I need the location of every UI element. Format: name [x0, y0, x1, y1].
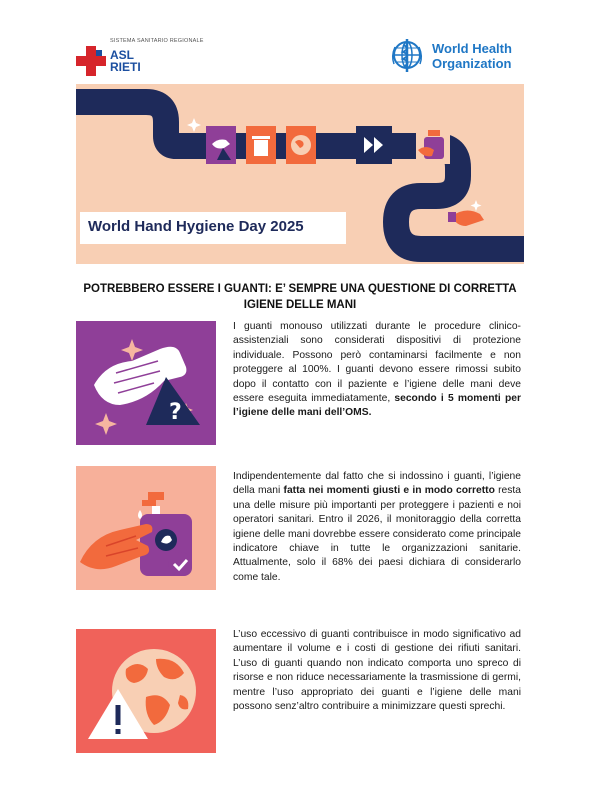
asl-rieti-logo — [76, 38, 226, 78]
headline-line2: IGIENE DELLE MANI — [243, 299, 357, 311]
glove-warning-illustration — [76, 321, 216, 445]
hand-sanitizer-illustration — [76, 466, 216, 590]
banner-tile-globe-icon — [286, 126, 316, 164]
section-1-text — [233, 320, 521, 421]
globe-warning-icon — [76, 629, 216, 753]
svg-text:?: ? — [169, 400, 182, 425]
section-2-body-a: Indipendentemente dal fatto che si indossino i guanti, l’igiene della mani — [233, 471, 521, 497]
hand-sanitizer-icon — [76, 466, 216, 590]
section-3-body: L’uso eccessivo di guanti contribuisce in modo significativo ad aumentare il volume e i costi di gestione dei rifiuti sanitari. L’uso di guanti quando non indicato comporta uno spreco di risorse e non riduce necessariamente la trasmissione di germi, mentre l’uso appropriato dei guanti e l’igiene delle mani possono senz’altro contribuire a minimizzare questi sprechi. — [233, 629, 521, 713]
section-3-text — [233, 628, 521, 714]
banner-forward-icon — [356, 126, 392, 164]
banner-tile-bin-icon — [246, 126, 276, 164]
who-name-line1: World Health — [432, 41, 512, 56]
asl-subtitle: SISTEMA SANITARIO REGIONALE — [110, 38, 204, 44]
glove-warning-icon — [76, 321, 216, 445]
section-2-text — [233, 470, 521, 585]
who-logo — [388, 36, 528, 76]
asl-name-line2: RIETI — [110, 60, 141, 74]
section-2-body-b: resta una delle misure più importanti per proteggere i pazienti e noi operatori sanitari. Entro il 2026, il monitoraggio della corretta igiene delle mani dovrebbe essere considerato come principale indicatore chiave in tutte le organizzazioni sanitarie. Attualmente, solo il 68% dei paesi dichiara di considerarlo come tale. — [233, 485, 521, 583]
hero-banner — [76, 84, 524, 264]
asl-name-line1: ASL — [110, 48, 134, 62]
headline-line1: POTREBBERO ESSERE I GUANTI: E’ SEMPRE UNA QUESTIONE DI CORRETTA — [83, 283, 517, 295]
red-cross-icon — [76, 46, 106, 76]
section-1-bold: secondo i 5 momenti per l’igiene delle mani dell’OMS. — [233, 393, 521, 419]
who-emblem-icon — [388, 36, 426, 74]
globe-warning-illustration — [76, 629, 216, 753]
who-name-line2: Organization — [432, 56, 512, 71]
banner-hand-icon — [448, 210, 484, 226]
banner-title: World Hand Hygiene Day 2025 — [88, 218, 304, 235]
banner-tile-glove-icon — [206, 126, 236, 164]
banner-tile-sanitizer-icon — [416, 124, 450, 164]
section-1-body: I guanti monouso utilizzati durante le procedure clinico-assistenziali sono considerati dispositivi di protezione individuale. Possono però contaminarsi facilmente e non proteggere al 100%. I guanti devono essere rimossi subito dopo il contatto con il paziente e l’igiene delle mani deve essere eseguita immediatamente, — [233, 321, 521, 405]
section-2-bold: fatta nei momenti giusti e in modo corretto — [283, 485, 495, 497]
